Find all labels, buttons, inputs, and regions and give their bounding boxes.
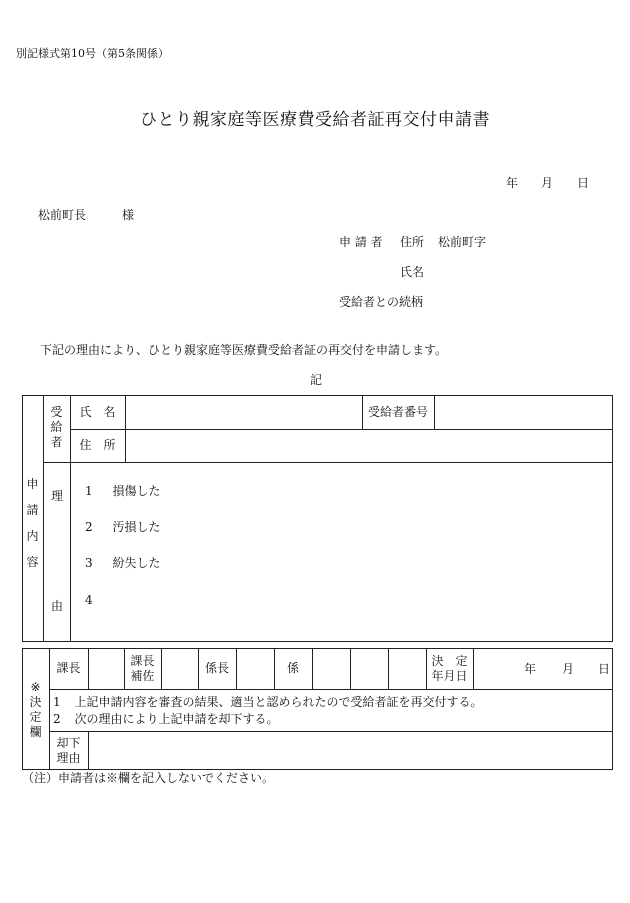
applicant-address-value[interactable]: 松前町字 [438,235,487,249]
decision-option-reject[interactable]: 2 次の理由により上記申請を却下する。 [53,712,279,726]
decision-section-label: ※ 決 定 欄 [29,680,42,739]
kakari-stamp-box-1[interactable] [312,648,350,689]
application-section-label: 申 請 内 容 [26,477,39,569]
recipient-label: 受 給 者 [50,405,63,449]
application-statement: 下記の理由により、ひとり親家庭等医療費受給者証の再交付を申請します。 [40,343,448,357]
date-year-label: 年 [506,176,519,190]
recipient-name-label: 氏 名 [79,404,116,419]
decision-option-approve[interactable]: 1 上記申請内容を審査の結果、適当と認められたので受給者証を再交付する。 [53,695,483,709]
kacho-hosa-stamp-box[interactable] [161,648,198,689]
rejection-reason-field[interactable] [88,731,613,770]
reason-label-top: 理 [51,489,64,503]
kacho-label: 課長 [56,661,81,675]
applicant-name-label: 氏名 [400,265,425,279]
relation-label: 受給者との続柄 [339,295,424,309]
kacho-hosa-label: 課長 補佐 [130,653,155,683]
kakari-stamp-box-3[interactable] [388,648,426,689]
reason-option-1[interactable]: 1 損傷した [85,484,161,498]
kakaricho-label: 係長 [204,661,229,675]
reason-option-4[interactable]: 4 [85,593,93,607]
applicant-address-label: 住所 [400,235,425,249]
reason-option-3[interactable]: 3 紛失した [85,556,161,570]
date-day-label: 日 [577,176,590,190]
reason-option-2[interactable]: 2 汚損した [85,520,161,534]
recipient-address-field[interactable] [125,429,613,462]
reason-label-bottom: 由 [51,599,64,613]
addressee: 松前町長 様 [38,208,135,222]
decision-date-label: 決 定 年月日 [431,653,468,683]
decision-day-label: 日 [598,662,611,676]
date-month-label: 月 [541,176,554,190]
kacho-stamp-box[interactable] [88,648,124,689]
decision-month-label: 月 [562,662,575,676]
page-title: ひとり親家庭等医療費受給者証再交付申請書 [140,110,490,130]
ki-heading: 記 [310,373,323,387]
recipient-name-field[interactable] [125,395,362,429]
applicant-label: 申 請 者 [339,235,383,249]
footnote: （注）申請者は※欄を記入しないでください。 [22,771,275,785]
rejection-reason-label: 却下 理由 [56,735,81,765]
kakari-stamp-box-2[interactable] [350,648,388,689]
kakaricho-stamp-box[interactable] [236,648,274,689]
kakari-label: 係 [286,661,299,675]
recipient-address-label: 住 所 [79,438,116,452]
recipient-number-label: 受給者番号 [367,404,428,419]
recipient-number-field[interactable] [434,395,613,429]
form-number: 別記様式第10号（第5条関係） [16,47,169,60]
decision-year-label: 年 [524,662,537,676]
